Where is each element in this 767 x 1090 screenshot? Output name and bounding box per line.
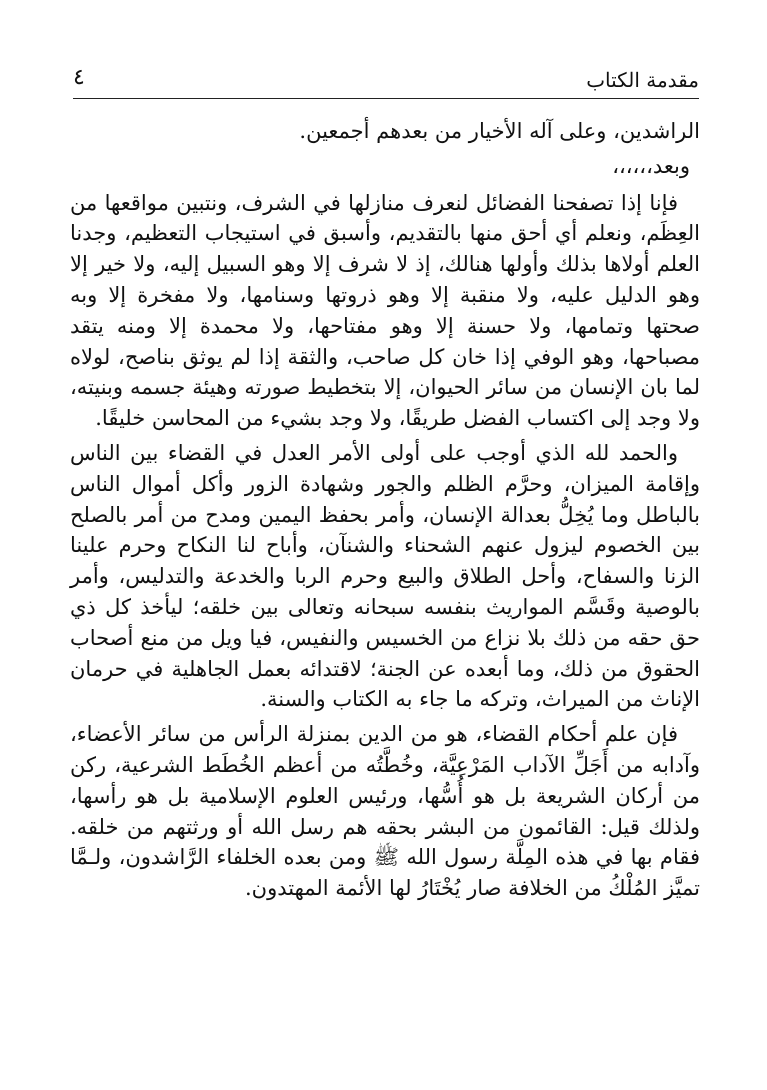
- paragraph-praise-justice: والحمد لله الذي أوجب على أولى الأمر العدل في القضاء بين الناس وإقامة الميزان، وحرَّم الظلم والجور وشهادة الزور وأكل أموال الناس بالباطل وما يُخِلُّ بعدالة الإنسان، وأمر بحفظ اليمين ومدح من أمر بالصلح بين الخصوم ليزول عنهم الشحناء والشنآن، وأباح لنا النكاح وحرم علينا الزنا والسفاح، وأحل الطلاق والبيع وحرم الربا والخدعة والتدليس، وأمر بالوصية وقَسَّم المواريث بنفسه سبحانه وتعالى بين خلقه؛ ليأخذ كل ذي حق حقه من ذلك بلا نزاع من الخسيس والنفيس، فيا ويل من منع أصحاب الحقوق من ذلك، وما أبعده عن الجنة؛ لاقتدائه بعمل الجاهلية في حرمان الإناث من الميراث، وتركه ما جاء به الكتاب والسنة.: [70, 440, 700, 712]
- paragraph-judiciary-importance: فإن علم أحكام القضاء، هو من الدين بمنزلة الرأس من سائر الأعضاء، وآدابه من أَجَلِّ الآداب المَرْعِيَّة، وخُطَّتُه من أعظم الخُطَط الشرعية، ركن من أركان الشريعة بل هو أُسُّها، ورئيس العلوم الإسلامية بل هو رأسها، ولذلك قيل: القائمون من البشر بحقه هم رسل الله أو ورثتهم من خلقه. فقام بها في هذه المِلَّة رسول الله ﷺ ومن بعده الخلفاء الرَّاشدون، ولـمَّا تميَّز المُلْكُ من الخلافة صار يُخْتَارُ لها الأئمة المهتدون.: [70, 722, 700, 901]
- page-body: [70, 116, 700, 908]
- page-number: ٤: [73, 65, 85, 90]
- page-header: [73, 62, 699, 99]
- paragraph-closing-salutation: الراشدين، وعلى آله الأخيار من بعدهم أجمعين.: [299, 119, 700, 143]
- running-title: مقدمة الكتاب: [586, 68, 699, 92]
- paragraph-virtue-of-knowledge: فإنا إذا تصفحنا الفضائل لنعرف منازلها في الشرف، ونتبين مواقعها من العِظَم، ونعلم أي أحق منها بالتقديم، وأسبق في استيجاب التعظيم، وجدنا العلم أولاها بذلك وأولها هنالك، إذ لا شرف إلا وهو السبيل إليه، ولا خير إلا وهو الدليل عليه، ولا منقبة إلا وهو ذروتها وسنامها، ولا مفخرة إلا وبه صحتها وتمامها، ولا حسنة إلا وهو مفتاحها، ولا محمدة إلا ومنه يتقد مصباحها، وهو الوفي إذا خان كل صاحب، والثقة إذا لم يوثق بناصح، لولاه لما بان الإنسان من سائر الحيوان، إلا بتخطيط صورته وهيئة جسمه وبنيته، ولا وجد إلى اكتساب الفضل طريقًا، ولا وجد بشيء من المحاسن خليقًا.: [70, 190, 700, 431]
- paragraph-transition: وبعد،،،،،،: [612, 153, 690, 178]
